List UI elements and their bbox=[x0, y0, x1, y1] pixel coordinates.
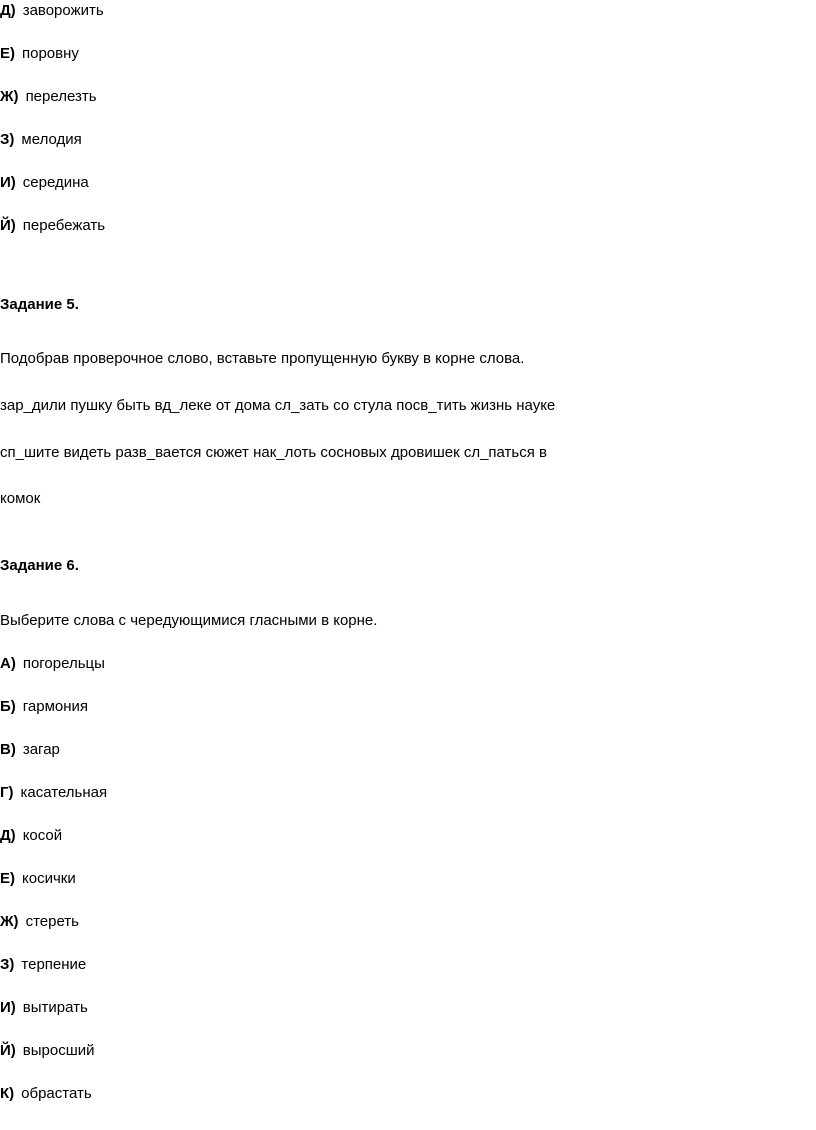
option-word: косички bbox=[22, 870, 76, 887]
option-word: перебежать bbox=[22, 217, 106, 234]
option-word: выросший bbox=[22, 1042, 95, 1059]
task4-option-z bbox=[0, 130, 82, 150]
option-letter: З) bbox=[0, 956, 15, 973]
task6-instruction: Выберите слова с чередующимися гласными в корне. bbox=[0, 612, 378, 629]
task5-line-1: зар_дили пушку быть вд_леке от дома сл_зать со стула посв_тить жизнь науке bbox=[0, 397, 556, 414]
task6-option-y bbox=[0, 1041, 95, 1061]
option-word: терпение bbox=[21, 956, 87, 973]
task6-option-a bbox=[0, 654, 105, 674]
task4-option-zh bbox=[0, 87, 97, 107]
task6-option-k bbox=[0, 1084, 92, 1104]
option-word: середина bbox=[22, 174, 89, 191]
option-letter: Е) bbox=[0, 45, 15, 62]
option-word: поровну bbox=[22, 45, 79, 62]
task6-option-b bbox=[0, 697, 88, 717]
task6-option-v bbox=[0, 740, 60, 760]
task4-option-i bbox=[0, 173, 89, 193]
task6-option-e bbox=[0, 869, 76, 889]
option-letter: А) bbox=[0, 655, 16, 672]
task6-option-d bbox=[0, 826, 62, 846]
option-letter: К) bbox=[0, 1085, 15, 1102]
option-letter: Ж) bbox=[0, 913, 19, 930]
option-word: стереть bbox=[25, 913, 79, 930]
task6-option-zh bbox=[0, 912, 79, 932]
option-letter: Й) bbox=[0, 1042, 16, 1059]
task4-option-y bbox=[0, 216, 105, 236]
option-letter: В) bbox=[0, 741, 16, 758]
task6-option-i bbox=[0, 998, 88, 1018]
option-word: мелодия bbox=[21, 131, 82, 148]
option-word: гармония bbox=[22, 698, 89, 715]
option-letter: Е) bbox=[0, 870, 15, 887]
task4-option-d bbox=[0, 1, 104, 21]
task5-instruction: Подобрав проверочное слово, вставьте пропущенную букву в корне слова. bbox=[0, 350, 525, 367]
task6-heading: Задание 6. bbox=[0, 557, 79, 574]
option-word: вытирать bbox=[22, 999, 88, 1016]
option-word: косой bbox=[22, 827, 63, 844]
option-letter: З) bbox=[0, 131, 15, 148]
option-word: погорельцы bbox=[22, 655, 105, 672]
option-letter: Ж) bbox=[0, 88, 19, 105]
option-word: загар bbox=[22, 741, 60, 758]
task6-option-z bbox=[0, 955, 86, 975]
task5-line-2: сп_шите видеть разв_вается сюжет нак_лоть сосновых дровишек сл_паться в bbox=[0, 444, 548, 461]
task5-line-3: комок bbox=[0, 490, 41, 507]
option-word: касательная bbox=[20, 784, 108, 801]
task6-option-g bbox=[0, 783, 107, 803]
option-word: обрастать bbox=[21, 1085, 92, 1102]
task4-option-e bbox=[0, 44, 79, 64]
option-letter: Й) bbox=[0, 217, 16, 234]
option-letter: Д) bbox=[0, 827, 16, 844]
option-letter: И) bbox=[0, 174, 16, 191]
option-letter: Б) bbox=[0, 698, 16, 715]
option-letter: Д) bbox=[0, 2, 16, 19]
option-letter: И) bbox=[0, 999, 16, 1016]
option-letter: Г) bbox=[0, 784, 14, 801]
task5-heading: Задание 5. bbox=[0, 296, 79, 313]
option-word: перелезть bbox=[25, 88, 97, 105]
option-word: заворожить bbox=[22, 2, 104, 19]
